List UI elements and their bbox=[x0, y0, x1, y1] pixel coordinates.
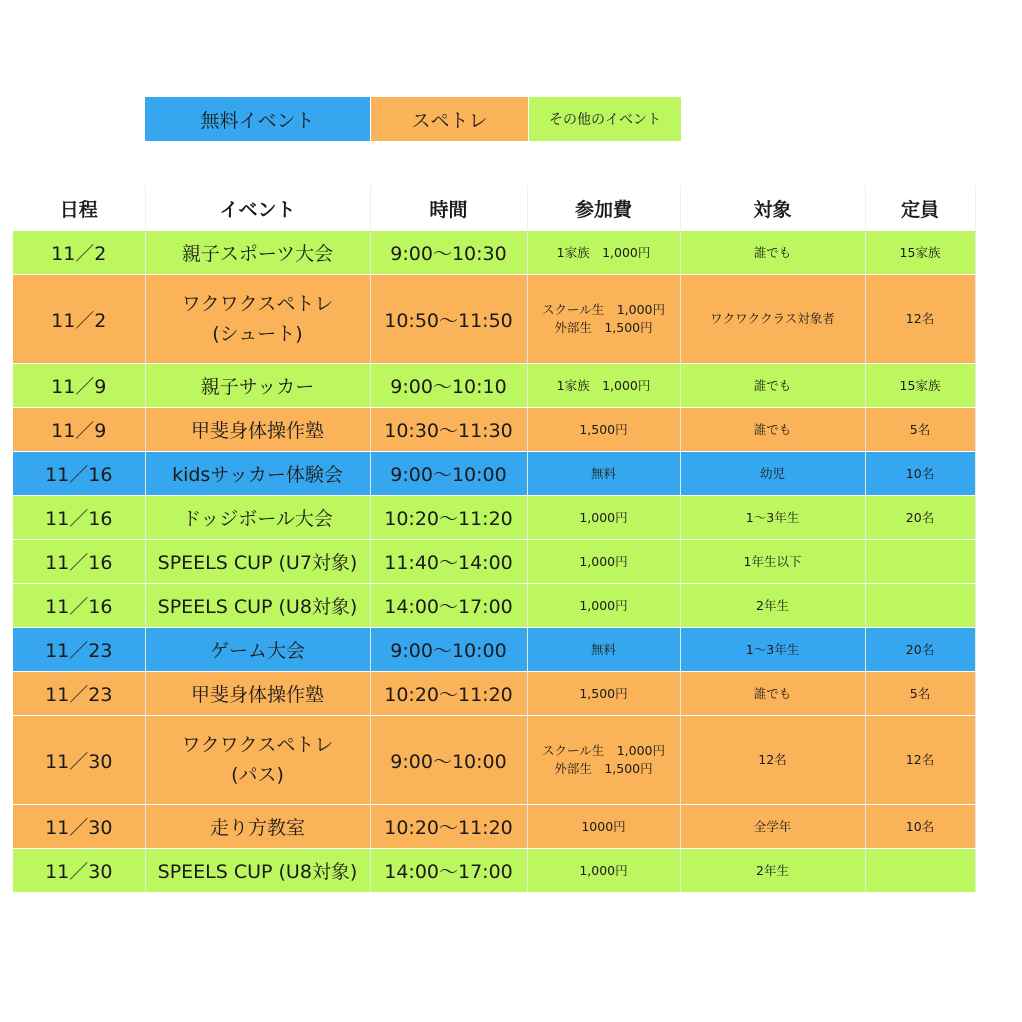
cell-time: 10:50〜11:50 bbox=[370, 275, 527, 364]
cell-target: 2年生 bbox=[680, 584, 865, 628]
cell-fee-line: 1,500円 bbox=[579, 421, 628, 437]
table-row bbox=[13, 275, 975, 364]
cell-event bbox=[145, 849, 370, 893]
cell-target: 幼児 bbox=[680, 452, 865, 496]
header-date: 日程 bbox=[13, 185, 145, 231]
cell-fee-line: 1,500円 bbox=[579, 685, 628, 701]
cell-event-line: 親子スポーツ大会 bbox=[181, 243, 334, 265]
cell-event-line: kidsサッカー体験会 bbox=[172, 464, 343, 486]
cell-event bbox=[145, 452, 370, 496]
cell-fee-line: 1家族 1,000円 bbox=[556, 244, 651, 260]
cell-target: 誰でも bbox=[680, 364, 865, 408]
cell-target: ワクワククラス対象者 bbox=[680, 275, 865, 364]
cell-date: 11／2 bbox=[13, 231, 145, 275]
legend-bar bbox=[13, 97, 975, 141]
cell-event bbox=[145, 496, 370, 540]
cell-time: 10:20〜11:20 bbox=[370, 672, 527, 716]
cell-event bbox=[145, 628, 370, 672]
cell-time: 10:20〜11:20 bbox=[370, 496, 527, 540]
cell-fee bbox=[527, 805, 680, 849]
schedule-body bbox=[13, 231, 975, 893]
cell-time: 14:00〜17:00 bbox=[370, 849, 527, 893]
cell-time: 9:00〜10:30 bbox=[370, 231, 527, 275]
cell-target: 誰でも bbox=[680, 231, 865, 275]
cell-date: 11／16 bbox=[13, 452, 145, 496]
cell-fee bbox=[527, 540, 680, 584]
cell-target: 1年生以下 bbox=[680, 540, 865, 584]
cell-capacity bbox=[865, 584, 975, 628]
cell-event bbox=[145, 805, 370, 849]
cell-event bbox=[145, 231, 370, 275]
cell-event-line: (シュート) bbox=[212, 323, 303, 345]
cell-fee bbox=[527, 672, 680, 716]
cell-date: 11／30 bbox=[13, 849, 145, 893]
cell-fee bbox=[527, 231, 680, 275]
cell-capacity: 5名 bbox=[865, 672, 975, 716]
header-target: 対象 bbox=[680, 185, 865, 231]
cell-event-line: ドッジボール大会 bbox=[182, 508, 333, 530]
legend-spetore: スペトレ bbox=[371, 97, 529, 141]
cell-time: 9:00〜10:10 bbox=[370, 364, 527, 408]
cell-time: 9:00〜10:00 bbox=[370, 628, 527, 672]
cell-fee bbox=[527, 408, 680, 452]
table-row bbox=[13, 452, 975, 496]
cell-date: 11／16 bbox=[13, 540, 145, 584]
cell-fee bbox=[527, 275, 680, 364]
table-row bbox=[13, 364, 975, 408]
legend-other-event: その他のイベント bbox=[529, 97, 682, 141]
cell-target: 誰でも bbox=[680, 408, 865, 452]
cell-event bbox=[145, 584, 370, 628]
cell-capacity: 12名 bbox=[865, 716, 975, 805]
cell-event-line: 甲斐身体操作塾 bbox=[190, 420, 324, 442]
cell-fee-line: 1000円 bbox=[581, 818, 626, 834]
cell-capacity: 5名 bbox=[865, 408, 975, 452]
cell-event bbox=[145, 408, 370, 452]
cell-fee bbox=[527, 584, 680, 628]
cell-capacity: 10名 bbox=[865, 805, 975, 849]
cell-fee-line: 1,000円 bbox=[579, 597, 628, 613]
cell-capacity: 20名 bbox=[865, 628, 975, 672]
cell-event-line: ワクワクスペトレ bbox=[181, 293, 334, 315]
header-time: 時間 bbox=[370, 185, 527, 231]
cell-time: 11:40〜14:00 bbox=[370, 540, 527, 584]
legend-free-event: 無料イベント bbox=[145, 97, 371, 141]
cell-event bbox=[145, 275, 370, 364]
cell-date: 11／2 bbox=[13, 275, 145, 364]
cell-event-line: SPEELS CUP (U8対象) bbox=[157, 596, 358, 618]
cell-event bbox=[145, 364, 370, 408]
cell-fee bbox=[527, 849, 680, 893]
cell-fee-line: スクール生 1,000円 bbox=[541, 743, 666, 758]
cell-time: 14:00〜17:00 bbox=[370, 584, 527, 628]
cell-event-line: ワクワクスペトレ bbox=[181, 734, 334, 756]
cell-fee-line: スクール生 1,000円 bbox=[541, 302, 666, 317]
cell-fee bbox=[527, 364, 680, 408]
header-event: イベント bbox=[145, 185, 370, 231]
cell-date: 11／23 bbox=[13, 628, 145, 672]
cell-fee bbox=[527, 496, 680, 540]
cell-time: 10:20〜11:20 bbox=[370, 805, 527, 849]
cell-event bbox=[145, 716, 370, 805]
header-fee: 参加費 bbox=[527, 185, 680, 231]
cell-date: 11／16 bbox=[13, 496, 145, 540]
cell-date: 11／30 bbox=[13, 716, 145, 805]
cell-date: 11／9 bbox=[13, 364, 145, 408]
schedule-table bbox=[13, 185, 976, 893]
cell-target: 1〜3年生 bbox=[680, 496, 865, 540]
table-row bbox=[13, 672, 975, 716]
header-row bbox=[13, 185, 975, 231]
cell-event-line: 親子サッカー bbox=[200, 376, 315, 398]
cell-capacity: 15家族 bbox=[865, 231, 975, 275]
header-capacity: 定員 bbox=[865, 185, 975, 231]
cell-date: 11／30 bbox=[13, 805, 145, 849]
cell-date: 11／23 bbox=[13, 672, 145, 716]
cell-time: 9:00〜10:00 bbox=[370, 452, 527, 496]
cell-fee-line: 外部生 1,500円 bbox=[554, 761, 653, 776]
cell-date: 11／16 bbox=[13, 584, 145, 628]
cell-fee-line: 1,000円 bbox=[579, 553, 628, 569]
cell-event-line: SPEELS CUP (U8対象) bbox=[157, 861, 358, 883]
cell-event-line: 甲斐身体操作塾 bbox=[190, 684, 324, 706]
cell-event-line: (パス) bbox=[231, 764, 284, 786]
cell-capacity: 20名 bbox=[865, 496, 975, 540]
cell-capacity bbox=[865, 540, 975, 584]
table-row bbox=[13, 716, 975, 805]
cell-target: 2年生 bbox=[680, 849, 865, 893]
cell-capacity: 15家族 bbox=[865, 364, 975, 408]
cell-time: 10:30〜11:30 bbox=[370, 408, 527, 452]
cell-fee bbox=[527, 716, 680, 805]
cell-fee-line: 無料 bbox=[590, 465, 616, 481]
cell-fee-line: 1,000円 bbox=[579, 509, 628, 525]
cell-target: 誰でも bbox=[680, 672, 865, 716]
cell-target: 1〜3年生 bbox=[680, 628, 865, 672]
cell-capacity bbox=[865, 849, 975, 893]
table-row bbox=[13, 805, 975, 849]
cell-target: 12名 bbox=[680, 716, 865, 805]
table-row bbox=[13, 628, 975, 672]
cell-event-line: ゲーム大会 bbox=[209, 640, 305, 662]
cell-fee-line: 1家族 1,000円 bbox=[556, 377, 651, 393]
cell-date: 11／9 bbox=[13, 408, 145, 452]
table-row bbox=[13, 584, 975, 628]
cell-event-line: SPEELS CUP (U7対象) bbox=[157, 552, 358, 574]
table-row bbox=[13, 540, 975, 584]
cell-capacity: 10名 bbox=[865, 452, 975, 496]
cell-fee-line: 無料 bbox=[590, 641, 616, 657]
cell-fee-line: 1,000円 bbox=[579, 862, 628, 878]
cell-fee bbox=[527, 452, 680, 496]
legend-spacer bbox=[13, 97, 145, 141]
cell-target: 全学年 bbox=[680, 805, 865, 849]
cell-time: 9:00〜10:00 bbox=[370, 716, 527, 805]
cell-event-line: 走り方教室 bbox=[209, 817, 305, 839]
cell-capacity: 12名 bbox=[865, 275, 975, 364]
cell-fee bbox=[527, 628, 680, 672]
table-row bbox=[13, 408, 975, 452]
cell-event bbox=[145, 540, 370, 584]
table-row bbox=[13, 849, 975, 893]
cell-event bbox=[145, 672, 370, 716]
cell-fee-line: 外部生 1,500円 bbox=[554, 320, 653, 335]
table-row bbox=[13, 231, 975, 275]
table-row bbox=[13, 496, 975, 540]
